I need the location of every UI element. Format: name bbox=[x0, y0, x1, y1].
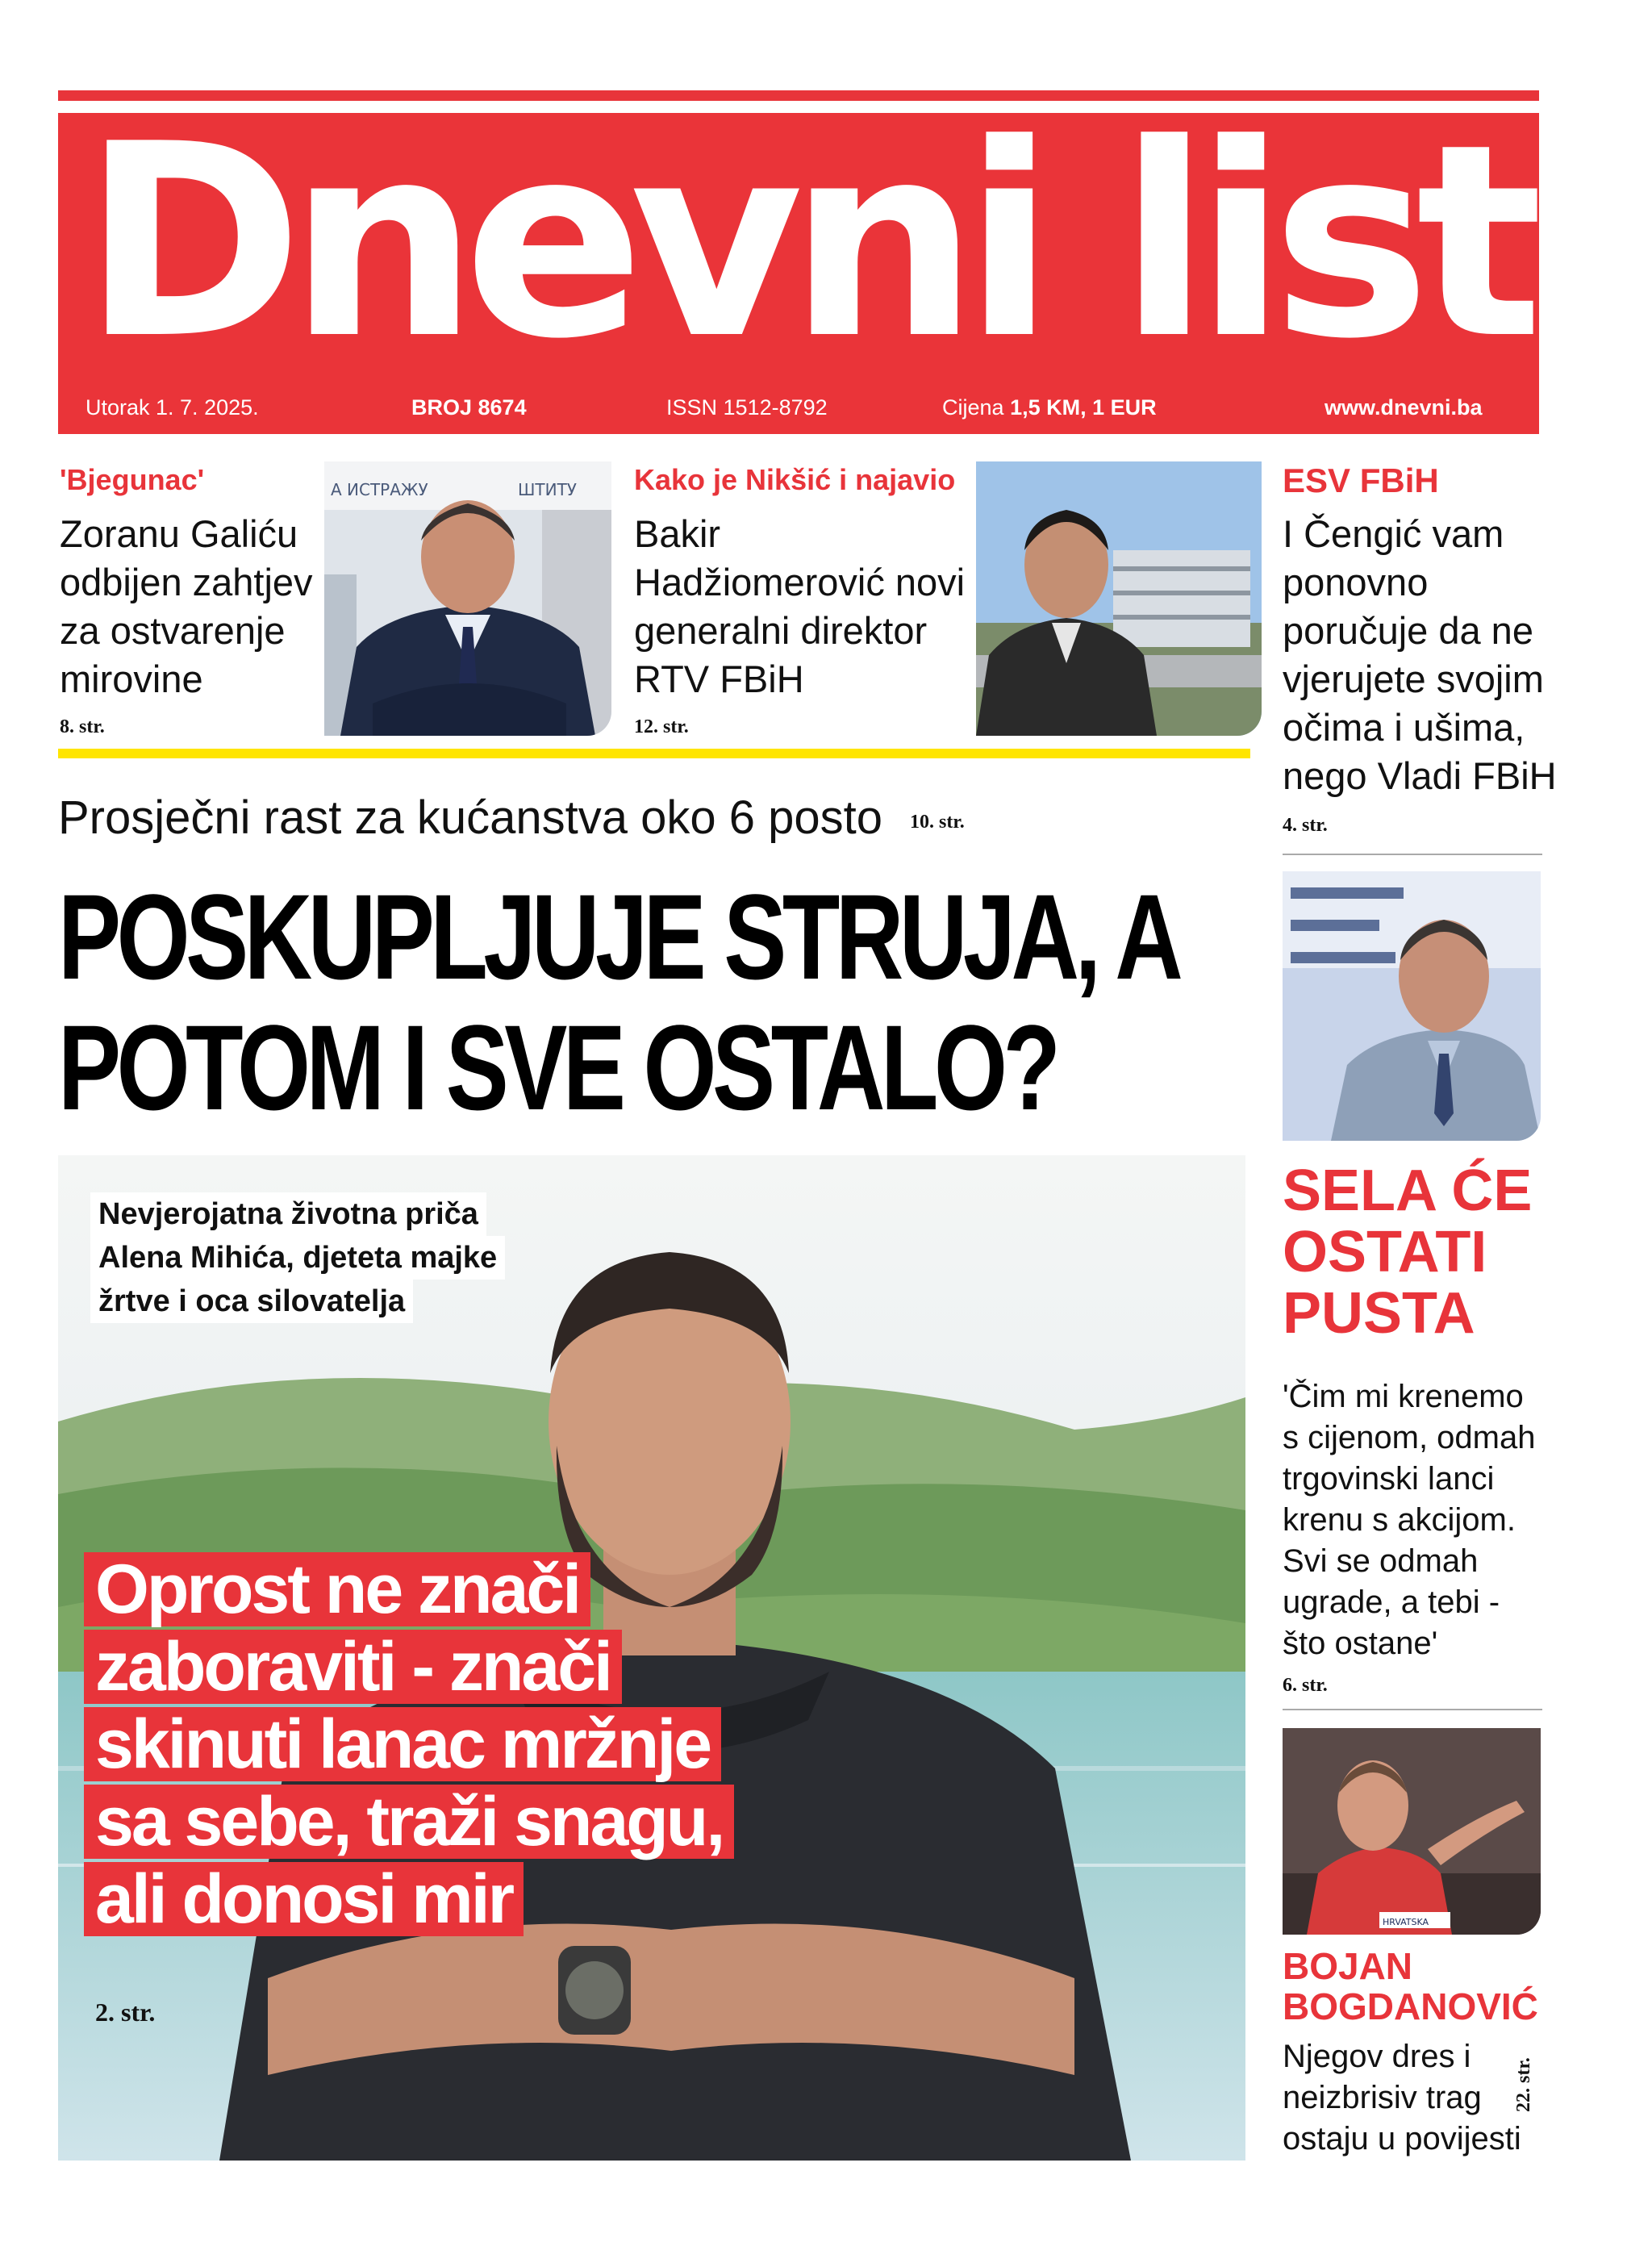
website-link[interactable]: www.dnevni.ba bbox=[1325, 395, 1483, 420]
villages-title-line-1: SELA ĆE bbox=[1283, 1159, 1533, 1223]
villages-title-line-2: OSTATI bbox=[1283, 1220, 1487, 1284]
quote-line-5[interactable]: ali donosi mir bbox=[84, 1862, 524, 1936]
caption-line-2: Alena Mihića, djeteta majke bbox=[90, 1236, 505, 1280]
official-portrait-photo bbox=[1283, 871, 1541, 1141]
newspaper-title: Dnevni list bbox=[82, 113, 1529, 397]
feature-page: 2. str. bbox=[95, 1998, 156, 2027]
issn: ISSN 1512-8792 bbox=[666, 395, 828, 420]
price-value: 1,5 KM, 1 EUR bbox=[1010, 395, 1157, 420]
villages-title[interactable] bbox=[1283, 1160, 1532, 1344]
masthead bbox=[58, 113, 1539, 434]
bojan-title-line-2: BOGDANOVIĆ bbox=[1283, 1985, 1538, 2027]
price-label: Cijena bbox=[942, 395, 1004, 420]
quote-line-4[interactable]: sa sebe, traži snagu, bbox=[84, 1785, 734, 1859]
photo-sign-text-2: ШТИТУ bbox=[518, 480, 577, 499]
issue-date: Utorak 1. 7. 2025. bbox=[86, 395, 259, 420]
caption-line-3: žrtve i oca silovatelja bbox=[90, 1280, 413, 1323]
teaser-2-page: 12. str. bbox=[634, 716, 689, 737]
bojan-title[interactable] bbox=[1283, 1946, 1538, 2027]
teaser-2-kicker: Kako je Nikšić i najavio bbox=[634, 463, 956, 496]
teaser-3-kicker: ESV FBiH bbox=[1283, 461, 1439, 499]
quote-line-1[interactable]: Oprost ne znači bbox=[84, 1552, 590, 1626]
bojan-photo[interactable] bbox=[1283, 1728, 1541, 1935]
lead-headline[interactable] bbox=[58, 869, 1179, 1135]
teaser-1-photo[interactable] bbox=[324, 461, 611, 736]
caption-line-1: Nevjerojatna životna priča bbox=[90, 1192, 486, 1236]
bojan-title-line-1: BOJAN bbox=[1283, 1945, 1413, 1987]
villages-photo[interactable] bbox=[1283, 871, 1541, 1141]
feature-caption bbox=[90, 1192, 505, 1323]
lead-subhead: Prosječni rast za kućanstva oko 6 posto bbox=[58, 791, 882, 844]
bojan-body: Njegov dres i neizbrisiv trag ostaju u povijesti bbox=[1283, 2039, 1521, 2156]
teaser-1-page: 8. str. bbox=[60, 716, 105, 737]
masthead-top-rule bbox=[58, 90, 1539, 101]
photo-sign-text-1: А ИСТРАЖУ bbox=[331, 480, 428, 499]
headline-line-2: POTOM I SVE OSTALO? bbox=[58, 1000, 1057, 1135]
villages-page: 6. str. bbox=[1283, 1675, 1328, 1696]
teaser-2-photo[interactable] bbox=[976, 461, 1262, 736]
teaser-2-body[interactable]: Bakir Hadžiomerović novi generalni direktor RTV FBiH bbox=[634, 512, 966, 700]
teaser-1-kicker: 'Bjegunac' bbox=[60, 463, 205, 496]
lead-yellow-rule bbox=[58, 749, 1250, 758]
side-divider-2 bbox=[1283, 1709, 1542, 1710]
teaser-3-page: 4. str. bbox=[1283, 815, 1328, 836]
quote-line-2[interactable]: zaboraviti - znači bbox=[84, 1630, 622, 1704]
teaser-3-body[interactable]: I Čengić vam ponovno poručuje da ne vjerujete svojim očima i ušima, nego Vladi FBiH bbox=[1283, 512, 1557, 797]
headline-line-1: POSKUPLJUJE STRUJA, A bbox=[58, 869, 1179, 1004]
director-portrait-photo bbox=[976, 461, 1262, 736]
issue-number: BROJ 8674 bbox=[411, 395, 527, 420]
price bbox=[942, 395, 1157, 420]
politician-portrait-photo bbox=[324, 461, 611, 736]
lead-page: 10. str. bbox=[910, 812, 965, 833]
jersey-text: HRVATSKA bbox=[1383, 1917, 1429, 1927]
teaser-1-body[interactable]: Zoranu Galiću odbijen zahtjev za ostvarenje mirovine bbox=[60, 512, 313, 700]
basketball-player-photo bbox=[1283, 1728, 1541, 1935]
side-divider-1 bbox=[1283, 854, 1542, 855]
bojan-page: 22. str. bbox=[1513, 2057, 1534, 2112]
quote-line-3[interactable]: skinuti lanac mržnje bbox=[84, 1707, 721, 1781]
villages-body: 'Čim mi krenemo s cijenom, odmah trgovinski lanci krenu s akcijom. Svi se odmah ugrade, a tebi - što ostane' bbox=[1283, 1379, 1536, 1661]
villages-title-line-3: PUSTA bbox=[1283, 1281, 1475, 1346]
